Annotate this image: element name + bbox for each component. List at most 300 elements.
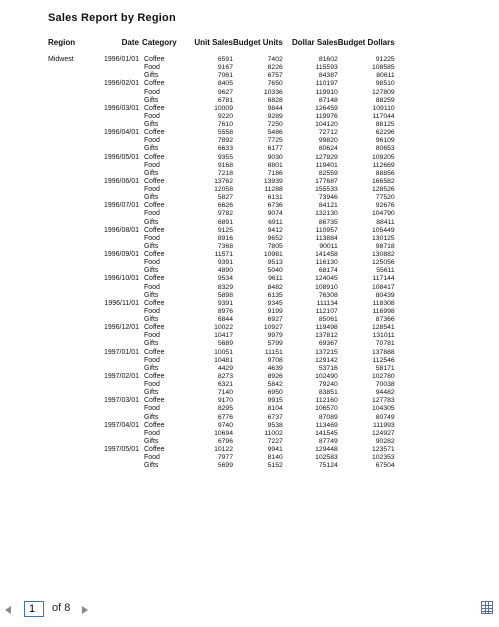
cell-budget-dollars: 109110	[372, 104, 395, 112]
cell-category: Coffee	[144, 177, 165, 185]
cell-unit-sales: 6781	[217, 96, 233, 104]
cell-budget-dollars: 130882	[372, 251, 395, 259]
cell-unit-sales: 5558	[217, 129, 233, 137]
cell-dollar-sales: 102490	[315, 372, 338, 380]
table-row	[48, 210, 395, 218]
cell-date: 1997/05/01	[103, 446, 139, 454]
cell-region	[48, 284, 98, 292]
cell-dollar-sales: 72712	[318, 129, 338, 137]
cell-region	[48, 145, 98, 153]
cell-dollar-sales: 129142	[315, 356, 338, 364]
cell-dollar-sales: 141458	[315, 251, 338, 259]
cell-dollar-sales: 84387	[318, 72, 338, 80]
cell-category: Coffee	[144, 397, 165, 405]
cell-budget-dollars: 94482	[375, 389, 395, 397]
cell-dollar-sales: 53716	[318, 364, 338, 372]
cell-dollar-sales: 87148	[318, 96, 338, 104]
cell-region	[48, 72, 98, 80]
cell-region	[48, 227, 98, 235]
cell-dollar-sales: 137215	[315, 348, 338, 356]
cell-date	[98, 308, 139, 316]
cell-region	[48, 373, 98, 381]
cell-budget-dollars: 67504	[375, 462, 395, 470]
cell-budget-dollars: 125056	[372, 259, 395, 267]
table-row	[48, 186, 395, 194]
cell-region	[48, 89, 98, 97]
cell-budget-units: 7805	[267, 242, 283, 250]
cell-budget-dollars: 112546	[372, 356, 395, 364]
cell-region	[48, 178, 98, 186]
cell-category: Food	[144, 454, 160, 462]
table-header-row	[48, 38, 395, 48]
cell-date	[98, 332, 139, 340]
cell-category: Gifts	[144, 218, 159, 226]
cell-region	[48, 446, 98, 454]
cell-budget-dollars: 111993	[373, 421, 395, 429]
cell-budget-units: 6131	[267, 194, 283, 202]
cell-dollar-sales: 104120	[315, 121, 338, 129]
cell-category: Gifts	[144, 72, 159, 80]
cell-region	[48, 324, 98, 332]
grid-view-icon[interactable]	[481, 601, 493, 614]
cell-dollar-sales: 132130	[315, 210, 338, 218]
cell-date: 1997/03/01	[103, 397, 139, 405]
cell-budget-dollars: 112669	[372, 161, 395, 169]
cell-date	[98, 210, 139, 218]
cell-category: Gifts	[144, 364, 159, 372]
pager-bar	[0, 596, 499, 626]
cell-budget-units: 8801	[267, 161, 283, 169]
cell-date: 1996/12/01	[103, 324, 139, 332]
table-row	[48, 275, 395, 283]
cell-date	[98, 340, 139, 348]
cell-unit-sales: 8916	[217, 234, 233, 242]
table-row	[48, 129, 395, 137]
cell-region	[48, 202, 98, 210]
table-row	[48, 405, 395, 413]
cell-budget-units: 8140	[267, 454, 283, 462]
cell-date	[98, 430, 139, 438]
cell-dollar-sales: 126459	[315, 104, 338, 112]
cell-budget-dollars: 137888	[372, 348, 395, 356]
cell-category: Food	[144, 429, 160, 437]
cell-category: Gifts	[144, 316, 159, 324]
cell-unit-sales: 5689	[217, 340, 233, 348]
page-count-label: of 8	[52, 602, 71, 614]
cell-unit-sales: 5898	[217, 291, 233, 299]
cell-region	[48, 235, 98, 243]
table-row	[48, 56, 395, 64]
cell-date	[98, 438, 139, 446]
cell-dollar-sales: 113884	[315, 234, 338, 242]
cell-region	[48, 251, 98, 259]
cell-dollar-sales: 73946	[318, 194, 338, 202]
cell-region	[48, 292, 98, 300]
cell-dollar-sales: 75124	[318, 462, 338, 470]
cell-date: 1996/08/01	[103, 226, 139, 234]
cell-dollar-sales: 110957	[315, 226, 338, 234]
cell-dollar-sales: 85061	[318, 316, 338, 324]
cell-dollar-sales: 127929	[315, 153, 338, 161]
cell-budget-dollars: 130125	[372, 234, 395, 242]
col-header-budget-dollars: Budget Dollars	[337, 38, 395, 47]
cell-dollar-sales: 110197	[315, 80, 338, 88]
cell-date: 1997/02/01	[103, 372, 139, 380]
cell-budget-units: 5486	[267, 129, 283, 137]
cell-unit-sales: 6796	[217, 437, 233, 445]
cell-budget-units: 7186	[267, 169, 283, 177]
table-row	[48, 438, 395, 446]
cell-region	[48, 405, 98, 413]
cell-category: Coffee	[144, 104, 165, 112]
cell-budget-dollars: 123571	[372, 446, 395, 454]
cell-region	[48, 97, 98, 105]
cell-budget-dollars: 102353	[372, 454, 395, 462]
cell-category: Food	[144, 88, 160, 96]
cell-date: 1996/04/01	[103, 129, 139, 137]
cell-unit-sales: 9220	[217, 112, 233, 120]
table-row	[48, 154, 395, 162]
cell-budget-units: 10927	[263, 324, 283, 332]
cell-date	[98, 186, 139, 194]
cell-region	[48, 267, 98, 275]
cell-budget-dollars: 88856	[375, 169, 395, 177]
cell-dollar-sales: 112160	[315, 397, 338, 405]
cell-date	[98, 72, 139, 80]
cell-unit-sales: 10122	[214, 446, 233, 454]
cell-date	[98, 219, 139, 227]
cell-category: Coffee	[144, 421, 165, 429]
cell-date: 1996/02/01	[103, 80, 139, 88]
cell-date	[98, 381, 139, 389]
cell-region	[48, 219, 98, 227]
cell-category: Coffee	[144, 129, 165, 137]
cell-budget-units: 6828	[267, 96, 283, 104]
col-header-budget-units: Budget Units	[233, 38, 283, 47]
cell-budget-units: 9915	[267, 397, 283, 405]
cell-budget-units: 4639	[267, 364, 283, 372]
cell-category: Food	[144, 234, 160, 242]
cell-unit-sales: 4429	[217, 364, 233, 372]
cell-dollar-sales: 137812	[315, 332, 338, 340]
cell-budget-units: 11002	[264, 429, 283, 437]
cell-budget-units: 6950	[267, 389, 283, 397]
cell-date: 1996/07/01	[103, 202, 139, 210]
cell-region	[48, 349, 98, 357]
cell-budget-units: 9844	[267, 104, 283, 112]
cell-dollar-sales: 129448	[315, 446, 338, 454]
cell-budget-dollars: 109205	[372, 153, 395, 161]
cell-date	[98, 113, 139, 121]
cell-date: 1996/09/01	[103, 251, 139, 259]
table-row	[48, 324, 395, 332]
cell-unit-sales: 9170	[217, 397, 233, 405]
cell-budget-dollars: 117144	[372, 275, 395, 283]
cell-dollar-sales: 108910	[315, 283, 338, 291]
cell-category: Food	[144, 161, 160, 169]
cell-budget-dollars: 77520	[375, 194, 395, 202]
cell-budget-dollars: 80611	[376, 72, 395, 80]
cell-region	[48, 194, 98, 202]
cell-budget-dollars: 92676	[375, 202, 395, 210]
cell-region	[48, 154, 98, 162]
table-row	[48, 72, 395, 80]
cell-date	[98, 162, 139, 170]
cell-region: Midwest	[48, 56, 74, 64]
table-row	[48, 219, 395, 227]
cell-dollar-sales: 102583	[315, 454, 338, 462]
cell-category: Food	[144, 210, 160, 218]
cell-region	[48, 340, 98, 348]
cell-budget-dollars: 127783	[372, 397, 395, 405]
cell-dollar-sales: 87749	[318, 437, 338, 445]
cell-unit-sales: 10694	[214, 429, 233, 437]
cell-budget-dollars: 108417	[372, 283, 395, 291]
cell-budget-units: 11151	[264, 348, 283, 356]
cell-dollar-sales: 112107	[315, 307, 338, 315]
cell-region	[48, 105, 98, 113]
cell-dollar-sales: 84121	[318, 202, 338, 210]
cell-dollar-sales: 115593	[315, 64, 338, 72]
cell-date	[98, 357, 139, 365]
report-title: Sales Report by Region	[48, 12, 176, 24]
cell-category: Food	[144, 186, 160, 194]
cell-budget-units: 11288	[264, 186, 283, 194]
cell-date	[98, 462, 139, 470]
cell-budget-units: 9979	[267, 332, 283, 340]
cell-category: Food	[144, 307, 160, 315]
cell-dollar-sales: 106570	[315, 405, 338, 413]
table-row	[48, 300, 395, 308]
cell-budget-units: 7227	[267, 437, 283, 445]
cell-dollar-sales: 141545	[315, 429, 338, 437]
cell-dollar-sales: 81602	[318, 56, 338, 64]
cell-region	[48, 162, 98, 170]
cell-date: 1996/06/01	[103, 177, 139, 185]
cell-unit-sales: 7610	[217, 121, 233, 129]
cell-date: 1997/01/01	[103, 348, 139, 356]
table-row	[48, 308, 395, 316]
cell-category: Food	[144, 137, 160, 145]
cell-category: Coffee	[144, 226, 165, 234]
cell-date: 1996/01/01	[103, 56, 139, 64]
cell-budget-units: 7725	[267, 137, 283, 145]
cell-budget-dollars: 128526	[372, 186, 395, 194]
cell-region	[48, 365, 98, 373]
cell-unit-sales: 7892	[217, 137, 233, 145]
cell-date	[98, 389, 139, 397]
cell-budget-dollars: 96109	[375, 137, 395, 145]
table-row	[48, 105, 395, 113]
cell-budget-units: 9652	[267, 234, 283, 242]
cell-budget-dollars: 62296	[375, 129, 395, 137]
cell-category: Food	[144, 259, 160, 267]
table-row	[48, 397, 395, 405]
cell-budget-units: 9538	[267, 421, 283, 429]
cell-budget-dollars: 105449	[372, 226, 395, 234]
cell-date	[98, 284, 139, 292]
cell-budget-units: 8482	[267, 283, 283, 291]
cell-date	[98, 145, 139, 153]
cell-region	[48, 300, 98, 308]
cell-region	[48, 414, 98, 422]
cell-unit-sales: 10009	[214, 104, 233, 112]
cell-date	[98, 97, 139, 105]
cell-unit-sales: 7061	[217, 72, 233, 80]
cell-budget-units: 9513	[267, 259, 283, 267]
table-row	[48, 243, 395, 251]
table-row	[48, 373, 395, 381]
cell-region	[48, 129, 98, 137]
cell-budget-dollars: 80439	[375, 291, 395, 299]
cell-region	[48, 186, 98, 194]
cell-budget-dollars: 108585	[372, 64, 395, 72]
cell-unit-sales: 9391	[217, 299, 233, 307]
table-row	[48, 113, 395, 121]
cell-unit-sales: 8329	[217, 283, 233, 291]
cell-budget-units: 6135	[267, 291, 283, 299]
cell-dollar-sales: 76308	[318, 291, 338, 299]
cell-date	[98, 64, 139, 72]
cell-unit-sales: 9125	[217, 226, 233, 234]
table-row	[48, 462, 395, 470]
cell-dollar-sales: 116130	[315, 259, 338, 267]
cell-dollar-sales: 79240	[318, 381, 338, 389]
cell-unit-sales: 7218	[217, 169, 233, 177]
cell-dollar-sales: 119910	[315, 88, 338, 96]
cell-region	[48, 80, 98, 88]
cell-date: 1996/05/01	[103, 153, 139, 161]
cell-dollar-sales: 82559	[318, 169, 338, 177]
page-number-input[interactable]	[24, 601, 44, 617]
cell-category: Coffee	[144, 299, 165, 307]
cell-category: Food	[144, 112, 160, 120]
cell-budget-dollars: 80749	[375, 413, 395, 421]
cell-region	[48, 275, 98, 283]
cell-budget-units: 10981	[263, 251, 283, 259]
cell-budget-units: 9074	[267, 210, 283, 218]
cell-date: 1996/10/01	[103, 275, 139, 283]
cell-date	[98, 89, 139, 97]
cell-category: Coffee	[144, 348, 165, 356]
cell-budget-units: 10336	[263, 88, 283, 96]
col-header-dollar-sales: Dollar Sales	[291, 38, 338, 47]
cell-unit-sales: 9534	[217, 275, 233, 283]
cell-budget-dollars: 87366	[375, 316, 395, 324]
cell-unit-sales: 8405	[217, 80, 233, 88]
cell-budget-units: 5040	[267, 267, 283, 275]
cell-unit-sales: 4890	[217, 267, 233, 275]
cell-budget-dollars: 102780	[372, 372, 395, 380]
cell-date	[98, 414, 139, 422]
table-row	[48, 259, 395, 267]
table-body	[48, 56, 395, 470]
cell-budget-dollars: 104790	[372, 210, 395, 218]
cell-dollar-sales: 86735	[318, 218, 338, 226]
cell-region	[48, 308, 98, 316]
cell-region	[48, 381, 98, 389]
cell-budget-units: 9708	[267, 356, 283, 364]
table-row	[48, 365, 395, 373]
cell-region	[48, 332, 98, 340]
cell-dollar-sales: 99820	[318, 137, 338, 145]
table-row	[48, 454, 395, 462]
cell-category: Gifts	[144, 145, 159, 153]
cell-budget-units: 8926	[267, 372, 283, 380]
cell-unit-sales: 13762	[214, 177, 233, 185]
cell-budget-dollars: 80653	[375, 145, 395, 153]
cell-budget-units: 5842	[267, 381, 283, 389]
cell-unit-sales: 6776	[217, 413, 233, 421]
cell-category: Food	[144, 64, 160, 72]
cell-budget-units: 6927	[267, 316, 283, 324]
table-row	[48, 137, 395, 145]
table-row	[48, 267, 395, 275]
cell-category: Gifts	[144, 96, 159, 104]
cell-category: Coffee	[144, 446, 165, 454]
cell-unit-sales: 6626	[217, 202, 233, 210]
table-row	[48, 284, 395, 292]
cell-budget-dollars: 70781	[375, 340, 395, 348]
cell-budget-dollars: 166582	[372, 177, 395, 185]
triangle-left-icon[interactable]	[5, 606, 11, 614]
table-row	[48, 414, 395, 422]
cell-region	[48, 64, 98, 72]
cell-budget-units: 6736	[267, 202, 283, 210]
cell-unit-sales: 6891	[217, 218, 233, 226]
cell-budget-dollars: 70038	[375, 381, 395, 389]
table-row	[48, 170, 395, 178]
cell-unit-sales: 7140	[217, 389, 233, 397]
cell-category: Gifts	[144, 194, 159, 202]
cell-category: Food	[144, 332, 160, 340]
cell-date	[98, 405, 139, 413]
cell-unit-sales: 6321	[217, 381, 233, 389]
cell-date	[98, 235, 139, 243]
cell-region	[48, 422, 98, 430]
cell-budget-units: 9289	[267, 112, 283, 120]
cell-dollar-sales: 124045	[315, 275, 338, 283]
cell-budget-units: 6177	[267, 145, 283, 153]
cell-unit-sales: 6591	[217, 56, 233, 64]
cell-region	[48, 113, 98, 121]
cell-unit-sales: 10022	[214, 324, 233, 332]
cell-unit-sales: 7368	[217, 242, 233, 250]
table-row	[48, 178, 395, 186]
cell-date	[98, 267, 139, 275]
table-row	[48, 121, 395, 129]
cell-unit-sales: 12058	[214, 186, 233, 194]
cell-budget-dollars: 124927	[372, 429, 395, 437]
cell-category: Gifts	[144, 242, 159, 250]
table-row	[48, 332, 395, 340]
cell-category: Gifts	[144, 340, 159, 348]
cell-budget-units: 8104	[267, 405, 283, 413]
cell-region	[48, 170, 98, 178]
cell-category: Gifts	[144, 389, 159, 397]
col-header-unit-sales: Unit Sales	[194, 38, 233, 47]
triangle-right-icon[interactable]	[82, 606, 88, 614]
cell-category: Gifts	[144, 169, 159, 177]
cell-region	[48, 243, 98, 251]
cell-category: Gifts	[144, 291, 159, 299]
cell-budget-units: 9412	[267, 226, 283, 234]
table-row	[48, 64, 395, 72]
cell-region	[48, 137, 98, 145]
cell-unit-sales: 6844	[217, 316, 233, 324]
cell-date	[98, 259, 139, 267]
cell-budget-units: 8226	[267, 64, 283, 72]
